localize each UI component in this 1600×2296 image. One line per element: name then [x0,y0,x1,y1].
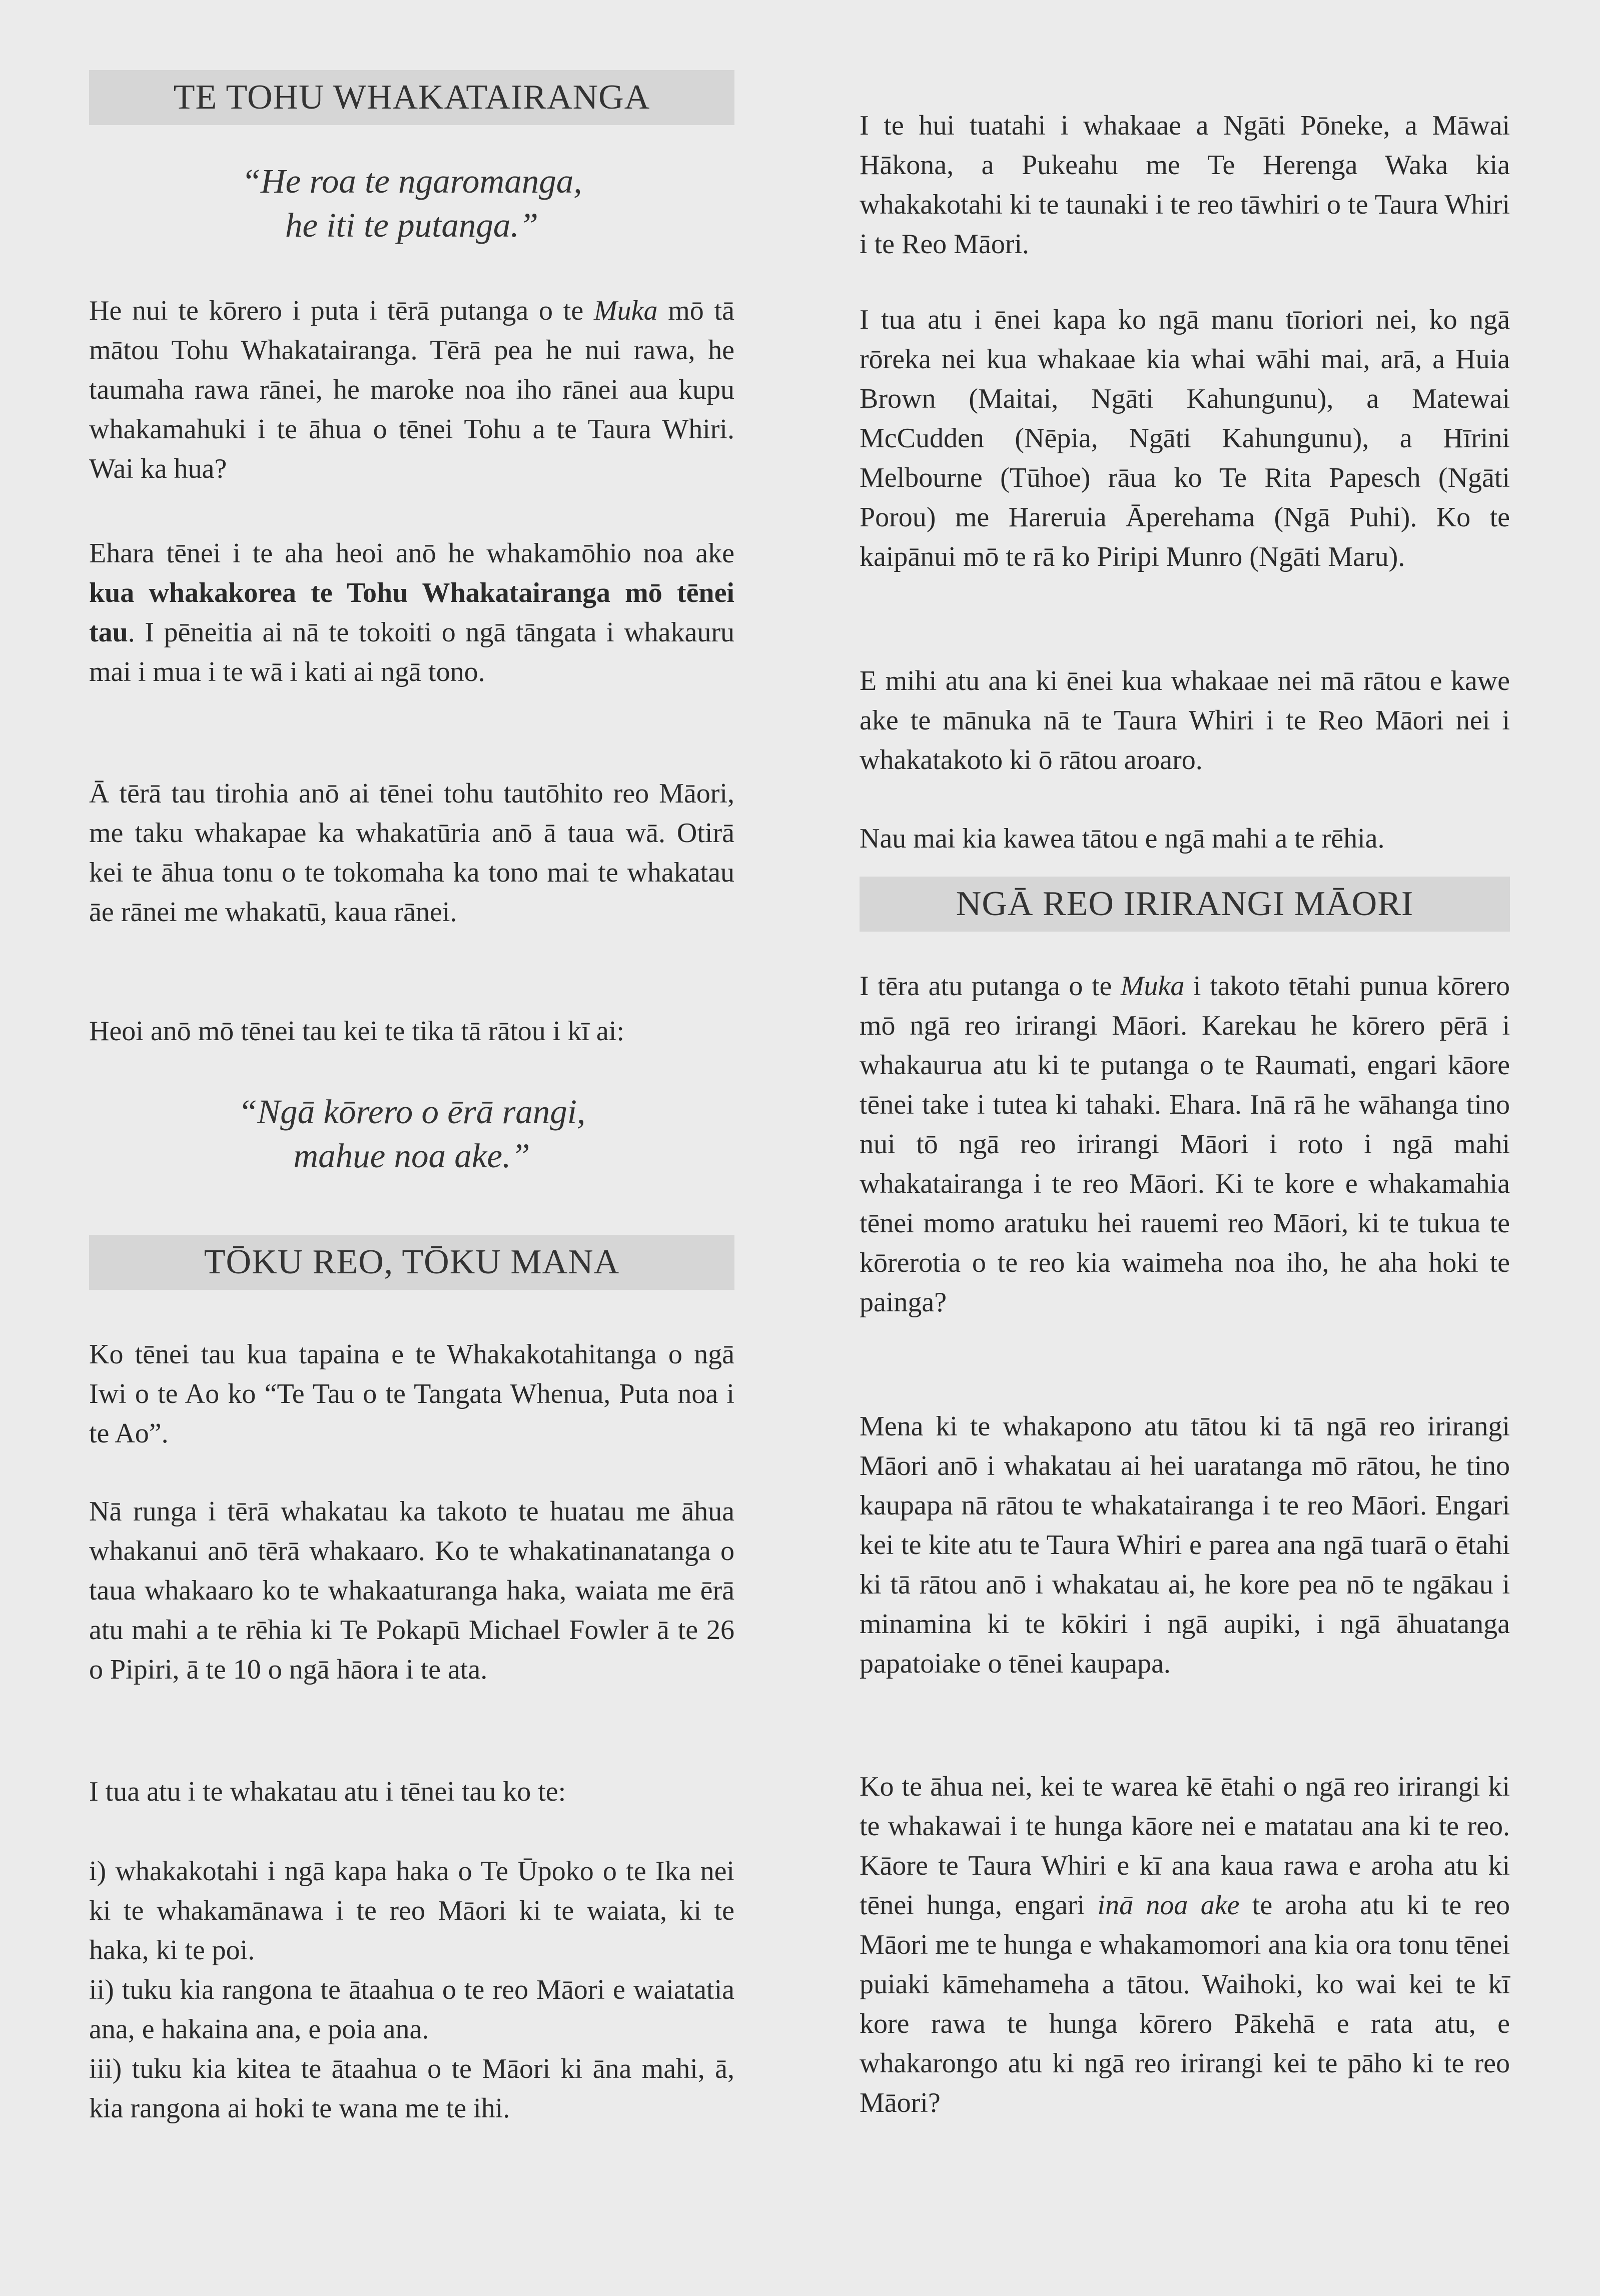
paragraph: I tēra atu putanga o te Muka i takoto tētahi punua kōrero mō ngā reo irirangi Māori. Karekau he kōrero pērā i whakaurua atu ki te putanga o te Raumati, engari kāore tēnei take i tutea ki tahaki. Ehara. Inā rā he wāhanga tino nui tō ngā reo irirangi Māori i roto i ngā mahi whakatairanga i te reo Māori. Ki te kore e whakamahia tēnei momo aratuku hei rauemi reo Māori, ki te tukua te kōrerotia o te reo kia waimeha noa iho, he aha hoki te painga? [860,971,1510,1318]
paragraph: Ko te āhua nei, kei te warea kē ētahi o ngā reo irirangi ki te whakawai i te hunga kāore nei e matatau ana ki te reo. Kāore te Taura Whiri e kī ana kaua rawa e aroha atu ki tēnei hunga, engari inā noa ake te aroha atu ki te reo Māori me te hunga e whakamomori ana kia ora tonu tēnei puiaki kāmehameha a tātou. Waihoki, ko wai kei te kī kore rawa te hunga kōrero Pākehā e rata atu, e whakarongo atu ki ngā reo irirangi kei te pāho ki te reo Māori? [860,1771,1510,2118]
event-aims-list [89,1852,734,2128]
list-item: iii) tuku kia kitea te ātaahua o te Māori ki āna mahi, ā, kia rangona ai hoki te wana me te ihi. [89,2053,734,2124]
paragraph: Ā tērā tau tirohia anō ai tēnei tohu tautōhito reo Māori, me taku whakapae ka whakatūria anō ā taua wā. Otirā kei te āhua tonu o te tokomaha ka tono mai te whakatau āe rānei me whakatū, kaua rānei. [89,778,734,928]
paragraph: Nau mai kia kawea tātou e ngā mahi a te rēhia. [860,823,1385,854]
publication-title: Muka [1120,971,1185,1002]
quote-line: “Ngā kōrero o ērā rangi, [238,1093,586,1131]
paragraph: Mena ki te whakapono atu tātou ki tā ngā reo irirangi Māori anō i whakatau ai hei uaratanga mō rātou, he tino kaupapa nā rātou te whakatairanga i te reo Māori. Engari kei te kite atu te Taura Whiri e parea ana ngā tuarā o ētahi ki tā rātou anō i whakatau ai, he kore pea nō te ngākau i minamina ki te kōkiri i ngā aupiki, i ngā āhuatanga papatoiake o tēnei kaupapa. [860,1411,1510,1679]
paragraph: He nui te kōrero i puta i tērā putanga o te Muka mō tā mātou Tohu Whakatairanga. Tērā pea he nui rawa, he taumaha rawa rānei, he maroke noa iho rānei aua kupu whakamahuki i te āhua o tēnei Tohu a te Taura Whiri. Wai ka hua? [89,295,734,484]
quote-line: mahue noa ake.” [293,1137,530,1175]
quote-line: “He roa te ngaromanga, [241,162,582,200]
list-item: ii) tuku kia rangona te ātaahua o te reo Māori e waiatatia ana, e hakaina ana, e poia ana. [89,1974,734,2045]
quote-line: he iti te putanga.” [285,206,538,244]
publication-title: Muka [593,295,658,326]
paragraph: I tua atu i ēnei kapa ko ngā manu tīoriori nei, ko ngā rōreka nei kua whakaae kia whai wāhi mai, arā, a Huia Brown (Maitai, Ngāti Kahungunu), a Matewai McCudden (Nēpia, Ngāti Kahungunu), a Hīrini Melbourne (Tūhoe) rāua ko Te Rita Papesch (Ngāti Porou) me Hareruia Āperehama (Ngā Puhi). Ko te kaipānui mō te rā ko Piripi Munro (Ngāti Maru). [860,304,1510,572]
paragraph: E mihi atu ana ki ēnei kua whakaae nei mā rātou e kawe ake te mānuka nā te Taura Whiri i te Reo Māori nei i whakatakoto ki ō rātou aroaro. [860,665,1510,776]
list-item: i) whakakotahi i ngā kapa haka o Te Ūpoko o te Ika nei ki te whakamānawa i te reo Māori ki te waiata, ki te haka, ki te poi. [89,1856,734,1966]
paragraph: Nā runga i tērā whakatau ka takoto te huatau me āhua whakanui anō tērā whakaaro. Ko te whakatinanatanga o taua whakaaro ko te whakaaturanga haka, waiata me ērā atu mahi a te rēhia ki Te Pokapū Michael Fowler ā te 26 o Pipiri, ā te 10 o ngā hāora i te ata. [89,1496,734,1685]
bold-announcement: kua whakakorea te Tohu Whakatairanga mō tēnei tau [89,577,734,648]
opening-quote [89,159,734,247]
heading-toku-reo-toku-mana: TŌKU REO, TŌKU MANA [89,1235,734,1290]
paragraph: Heoi anō mō tēnei tau kei te tika tā rātou i kī ai: [89,1016,624,1047]
paragraph: I te hui tuatahi i whakaae a Ngāti Pōneke, a Māwai Hākona, a Pukeahu me Te Herenga Waka kia whakakotahi ki te taunaki i te reo tāwhiri o te Taura Whiri i te Reo Māori. [860,110,1510,260]
paragraph: I tua atu i te whakatau atu i tēnei tau ko te: [89,1776,566,1807]
heading-nga-reo-irirangi-maori: NGĀ REO IRIRANGI MĀORI [860,877,1510,932]
closing-quote [89,1090,734,1178]
paragraph: Ehara tēnei i te aha heoi anō he whakamōhio noa ake kua whakakorea te Tohu Whakatairanga mō tēnei tau. I pēneitia ai nā te tokoiti o ngā tāngata i whakauru mai i mua i te wā i kati ai ngā tono. [89,538,734,687]
paragraph: Ko tēnei tau kua tapaina e te Whakakotahitanga o ngā Iwi o te Ao ko “Te Tau o te Tangata Whenua, Puta noa i te Ao”. [89,1339,734,1449]
heading-te-tohu-whakatairanga: TE TOHU WHAKATAIRANGA [89,70,734,125]
emphasis: inā noa ake [1097,1890,1240,1921]
